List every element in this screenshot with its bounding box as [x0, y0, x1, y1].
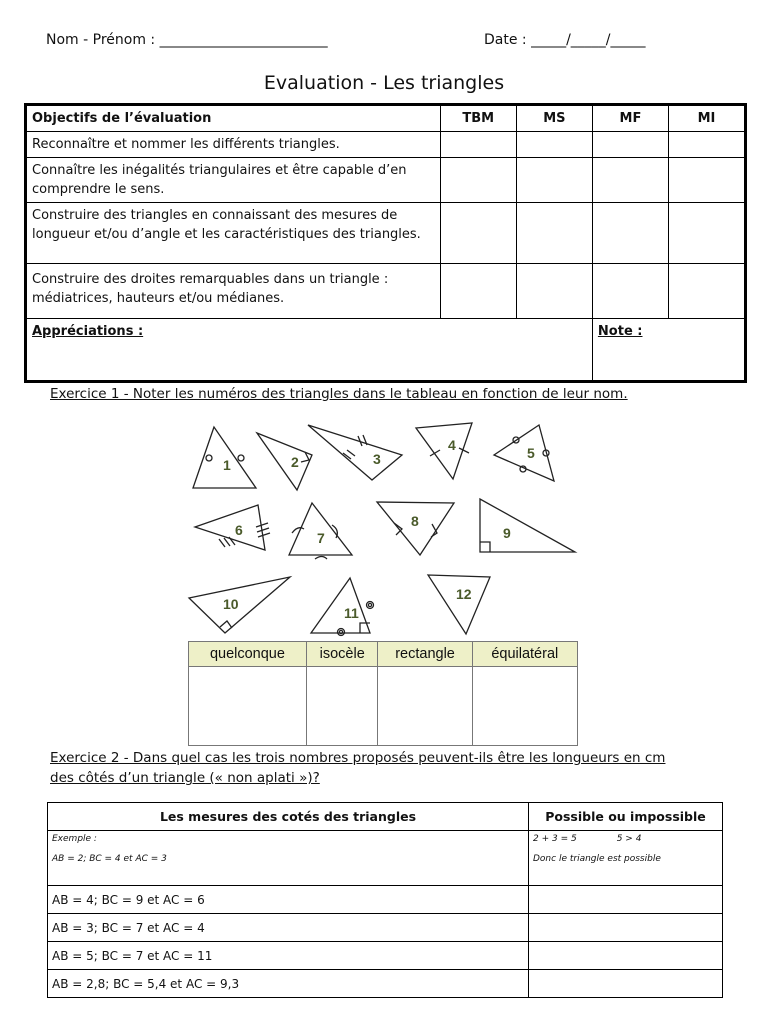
tick-mark — [258, 533, 270, 537]
grade-cell[interactable] — [440, 203, 516, 264]
tick-mark — [338, 629, 345, 636]
category-quelconque: quelconque — [189, 642, 307, 667]
name-field-label: Nom - Prénom : ________________________ — [46, 32, 328, 48]
answer-cell[interactable] — [529, 942, 723, 970]
example-conclusion: Donc le triangle est possible — [533, 854, 661, 864]
answer-cell[interactable] — [189, 667, 307, 746]
triangle-9-shape — [480, 499, 575, 552]
grade-cell[interactable] — [440, 158, 516, 203]
tick-mark — [367, 602, 374, 609]
answer-cell[interactable] — [529, 970, 723, 998]
triangle-6-label: 6 — [235, 522, 243, 538]
triangles-figure — [180, 415, 600, 640]
example-values: AB = 2; BC = 4 et AC = 3 — [52, 854, 167, 864]
angle-mark — [292, 528, 304, 533]
classification-table — [188, 641, 578, 746]
example-label: Exemple : — [52, 834, 97, 844]
date-field-label: Date : _____/_____/_____ — [484, 32, 646, 48]
exercise2-instruction-line2: des côtés d’un triangle (« non aplati »)? — [50, 770, 320, 786]
triangle-7-shape — [289, 503, 352, 555]
triangle-3-label: 3 — [373, 451, 381, 467]
grade-cell[interactable] — [592, 203, 668, 264]
category-equilateral: équilatéral — [472, 642, 577, 667]
tick-mark — [229, 537, 235, 545]
tick-mark — [368, 603, 371, 606]
grade-cell[interactable] — [592, 132, 668, 158]
tick-mark — [219, 539, 225, 547]
triangle-11-shape — [311, 578, 370, 633]
example-answer-cell — [529, 831, 723, 886]
category-rectangle: rectangle — [378, 642, 472, 667]
mi-header: MI — [668, 105, 745, 132]
triangle-11-label: 11 — [344, 605, 359, 621]
triangle-8-label: 8 — [411, 513, 419, 529]
example-calc1: 2 + 3 = 5 — [533, 834, 577, 844]
measure-row-3: AB = 5; BC = 7 et AC = 11 — [48, 942, 529, 970]
answer-cell[interactable] — [472, 667, 577, 746]
tick-mark — [238, 455, 244, 461]
measure-row-1: AB = 4; BC = 9 et AC = 6 — [48, 886, 529, 914]
answer-cell[interactable] — [529, 886, 723, 914]
example-cell — [48, 831, 529, 886]
tbm-header: TBM — [440, 105, 516, 132]
triangle-9-label: 9 — [503, 525, 511, 541]
triangle-12-label: 12 — [456, 586, 472, 602]
grade-cell[interactable] — [516, 264, 592, 319]
grade-cell[interactable] — [516, 158, 592, 203]
possible-header: Possible ou impossible — [529, 803, 723, 831]
appreciations-cell[interactable] — [26, 319, 593, 382]
grade-cell[interactable] — [592, 158, 668, 203]
page-title: Evaluation - Les triangles — [263, 72, 505, 94]
triangle-10-label: 10 — [223, 596, 239, 612]
answer-cell[interactable] — [306, 667, 378, 746]
triangle-1-label: 1 — [223, 457, 231, 473]
measures-header: Les mesures des cotés des triangles — [48, 803, 529, 831]
measure-row-2: AB = 3; BC = 7 et AC = 4 — [48, 914, 529, 942]
angle-mark — [315, 557, 327, 560]
tick-mark — [347, 450, 355, 456]
answer-cell[interactable] — [529, 914, 723, 942]
grade-cell[interactable] — [668, 203, 745, 264]
measures-table — [47, 802, 723, 998]
exercise2-instruction-line1: Exercice 2 - Dans quel cas les trois nombres proposés peuvent-ils être les longueurs en cm — [50, 750, 666, 766]
exercise2-instruction — [50, 748, 665, 788]
note-cell[interactable] — [592, 319, 745, 382]
tick-mark — [256, 523, 268, 527]
exercise1-instruction: Exercice 1 - Noter les numéros des triangles dans le tableau en fonction de leur nom. — [50, 386, 628, 402]
objective-4: Construire des droites remarquables dans un triangle : médiatrices, hauteurs et/ou médianes. — [26, 264, 441, 319]
triangle-5-label: 5 — [527, 445, 535, 461]
evaluation-table — [24, 103, 747, 383]
note-label: Note : — [597, 324, 643, 339]
tick-mark — [257, 528, 269, 532]
objective-1: Reconnaître et nommer les différents triangles. — [26, 132, 441, 158]
triangle-4-label: 4 — [448, 437, 456, 453]
example-calc2: 5 > 4 — [616, 834, 642, 844]
triangle-10-shape — [189, 577, 290, 633]
appreciations-label: Appréciations : — [32, 324, 144, 339]
grade-cell[interactable] — [516, 203, 592, 264]
grade-cell[interactable] — [440, 132, 516, 158]
triangle-6-shape — [195, 505, 265, 550]
grade-cell[interactable] — [668, 132, 745, 158]
grade-cell[interactable] — [516, 132, 592, 158]
objectives-header: Objectifs de l’évaluation — [26, 105, 441, 132]
triangle-2-label: 2 — [291, 454, 299, 470]
right-angle-mark — [480, 542, 490, 552]
triangle-5-shape — [494, 425, 554, 481]
grade-cell[interactable] — [592, 264, 668, 319]
triangle-3-shape — [308, 425, 402, 480]
tick-mark — [339, 630, 342, 633]
triangle-7-label: 7 — [317, 530, 325, 546]
answer-cell[interactable] — [378, 667, 472, 746]
ms-header: MS — [516, 105, 592, 132]
objective-3: Construire des triangles en connaissant des mesures de longueur et/ou d’angle et les caractéristiques des triangles. — [26, 203, 441, 264]
grade-cell[interactable] — [440, 264, 516, 319]
angle-mark — [431, 524, 437, 537]
category-isocele: isocèle — [306, 642, 378, 667]
objective-2: Connaître les inégalités triangulaires et être capable d’en comprendre le sens. — [26, 158, 441, 203]
right-angle-mark — [220, 621, 232, 628]
tick-mark — [224, 538, 230, 546]
grade-cell[interactable] — [668, 264, 745, 319]
mf-header: MF — [592, 105, 668, 132]
tick-mark — [206, 455, 212, 461]
tick-mark — [459, 448, 469, 453]
grade-cell[interactable] — [668, 158, 745, 203]
triangle-12-shape — [428, 575, 490, 634]
measure-row-4: AB = 2,8; BC = 5,4 et AC = 9,3 — [48, 970, 529, 998]
